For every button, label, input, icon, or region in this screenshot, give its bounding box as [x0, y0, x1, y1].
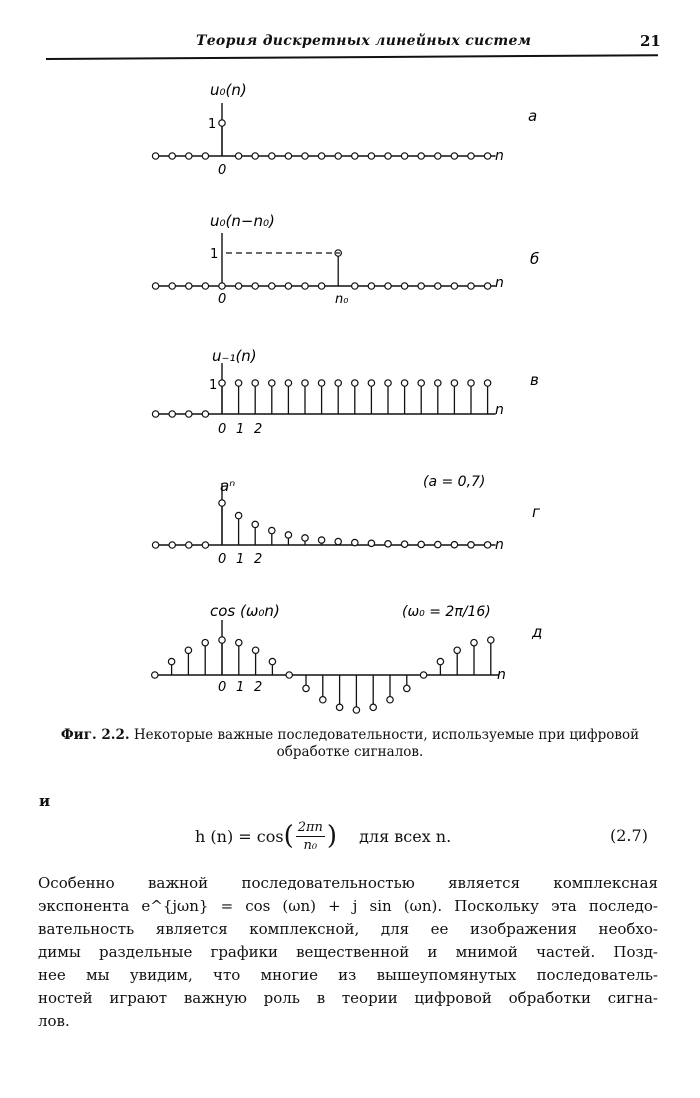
panel-c-sample-marker	[285, 380, 291, 386]
panel-b-sample-marker	[385, 283, 391, 289]
panel-c-sample-marker	[484, 380, 490, 386]
panel-c-sample-marker	[418, 380, 424, 386]
panel-e-sample-marker	[286, 672, 292, 678]
panel-e-sample-marker	[320, 697, 326, 703]
conjunction: и	[39, 792, 51, 810]
panel-c-sample-marker	[335, 380, 341, 386]
panel-b-sample-marker	[202, 283, 208, 289]
panel-b-sample-marker	[435, 283, 441, 289]
panel-d-sample-marker	[435, 541, 441, 547]
panel-a-sample-marker	[435, 153, 441, 159]
panel-a-sample-marker	[269, 153, 275, 159]
fraction-numerator: 2πn	[297, 819, 323, 835]
panel-e-sample-marker	[252, 647, 258, 653]
panel-a-sample-marker	[285, 153, 291, 159]
panel-e-sample-marker	[370, 704, 376, 710]
equation-open-paren: (	[283, 821, 294, 851]
panel-a-stems	[152, 103, 495, 159]
equation-lhs: h (n) = cos	[195, 826, 284, 846]
panel-d-sample-marker	[302, 535, 308, 541]
panel-d-sample-marker	[318, 537, 324, 543]
fraction-denominator: n₀	[303, 837, 318, 853]
panel-a	[152, 81, 537, 178]
panel-e-sample-marker	[219, 637, 225, 643]
panel-c-sample-marker	[468, 380, 474, 386]
panel-b-tick-n0: n₀	[335, 292, 349, 307]
panel-c-tick-1: 1	[236, 422, 245, 437]
panel-b-unit-label: 1	[210, 247, 219, 262]
panel-c-axis-label: n	[495, 402, 504, 418]
panel-e-sample-marker	[454, 647, 460, 653]
panel-d-stems	[152, 483, 495, 548]
panel-c-sample-marker	[318, 380, 324, 386]
panel-a-sample-marker	[368, 153, 374, 159]
panel-a-sample-marker	[451, 153, 457, 159]
panel-d-sample-marker	[285, 532, 291, 538]
panel-c	[152, 347, 539, 437]
panel-a-sample-marker	[302, 153, 308, 159]
panel-c-sample-marker	[186, 411, 192, 417]
panel-c-sample-marker	[252, 380, 258, 386]
panel-c-tick-0: 0	[218, 422, 227, 437]
running-title: Теория дискретных линейных систем	[196, 33, 532, 49]
paragraph-line: Особенно важной последовательностью является комплексная	[38, 874, 658, 892]
panel-d-parameter-label: (a = 0,7)	[423, 474, 486, 490]
panel-d-tick-1: 1	[236, 552, 245, 567]
panel-d-sample-marker	[169, 542, 175, 548]
panel-c-sample-marker	[368, 380, 374, 386]
panel-e-sample-marker	[303, 685, 309, 691]
panel-c-tick-2: 2	[254, 422, 263, 437]
panel-c-stems	[152, 363, 495, 417]
panel-b-function-label: u₀(n−n₀)	[210, 212, 275, 230]
equation-fraction	[296, 820, 325, 853]
panel-d-sample-marker	[335, 538, 341, 544]
panel-b-sample-marker	[152, 283, 158, 289]
panel-e-sample-marker	[336, 704, 342, 710]
panel-d-tick-0: 0	[218, 552, 227, 567]
panel-a-sample-marker	[169, 153, 175, 159]
panel-d-sample-marker	[219, 500, 225, 506]
panel-a-sample-marker	[186, 153, 192, 159]
panel-a-sample-marker	[385, 153, 391, 159]
panel-a-sample-marker	[235, 153, 241, 159]
panel-e-sample-marker	[488, 637, 494, 643]
panel-d-sample-marker	[451, 542, 457, 548]
panel-c-sample-marker	[169, 411, 175, 417]
panel-c-sample-marker	[152, 411, 158, 417]
panel-a-tick-0: 0	[218, 163, 227, 178]
panel-b	[152, 212, 539, 307]
panel-e-sample-marker	[353, 707, 359, 713]
panel-d-sample-marker	[202, 542, 208, 548]
panel-c-sample-marker	[235, 380, 241, 386]
panel-c-sample-marker	[385, 380, 391, 386]
equation-close-paren: )	[326, 821, 338, 851]
panel-e-sample-marker	[202, 639, 208, 645]
panel-e-sample-marker	[152, 672, 158, 678]
panel-d-axis-label: n	[495, 537, 504, 553]
panel-d-sample-marker	[484, 542, 490, 548]
panel-d-sample-marker	[368, 540, 374, 546]
panel-b-sample-marker	[468, 283, 474, 289]
panel-d-sample-marker	[235, 512, 241, 518]
panel-d-letter: г	[532, 503, 540, 521]
panel-e-tick-2: 2	[254, 680, 263, 695]
caption-text: Некоторые важные последовательности, используемые при цифровой обработке сигналов.	[133, 727, 640, 760]
panel-a-axis-label: n	[495, 148, 504, 164]
panel-d-sample-marker	[186, 542, 192, 548]
panel-e-sample-marker	[437, 658, 443, 664]
panel-b-sample-marker	[418, 283, 424, 289]
page-number: 21	[640, 32, 661, 50]
panel-d-tick-2: 2	[254, 552, 263, 567]
equation-condition: для всех n.	[359, 826, 452, 846]
panel-c-letter: в	[530, 371, 539, 389]
panel-c-sample-marker	[269, 380, 275, 386]
panel-b-sample-marker	[252, 283, 258, 289]
panel-e-tick-0: 0	[218, 680, 227, 695]
panel-d-sample-marker	[269, 527, 275, 533]
panel-d-sample-marker	[401, 541, 407, 547]
panel-b-sample-marker	[401, 283, 407, 289]
panel-c-sample-marker	[352, 380, 358, 386]
panel-a-sample-marker	[219, 120, 225, 126]
panel-c-unit-label: 1	[209, 378, 218, 393]
panel-e-function-label: cos (ω₀n)	[210, 602, 280, 620]
panel-b-sample-marker	[451, 283, 457, 289]
panel-e-sample-marker	[471, 639, 477, 645]
panel-a-unit-label: 1	[208, 117, 217, 132]
paragraph-line: ностей играют важную роль в теории цифровой обработки сигна-	[38, 989, 658, 1007]
panel-a-function-label: u₀(n)	[210, 81, 247, 99]
panel-b-sample-marker	[302, 283, 308, 289]
panel-b-sample-marker	[318, 283, 324, 289]
caption-lead: Фиг. 2.2.	[60, 727, 130, 743]
panel-c-sample-marker	[219, 380, 225, 386]
panel-a-sample-marker	[252, 153, 258, 159]
panel-c-sample-marker	[451, 380, 457, 386]
panel-b-sample-marker	[235, 283, 241, 289]
panel-a-sample-marker	[202, 153, 208, 159]
panel-b-sample-marker	[169, 283, 175, 289]
panel-b-axis-label: n	[495, 275, 504, 291]
paragraph-line: лов.	[38, 1012, 70, 1030]
panel-c-sample-marker	[202, 411, 208, 417]
panel-a-sample-marker	[352, 153, 358, 159]
panel-b-sample-marker	[484, 283, 490, 289]
panel-b-sample-marker	[186, 283, 192, 289]
panel-a-sample-marker	[318, 153, 324, 159]
panel-b-letter: б	[530, 250, 540, 268]
panel-c-function-label: u₋₁(n)	[212, 347, 257, 365]
panel-b-sample-marker	[352, 283, 358, 289]
panel-a-sample-marker	[468, 153, 474, 159]
equation-2-7	[195, 816, 451, 856]
panel-d-function-label: aⁿ	[220, 477, 236, 495]
panel-d-sample-marker	[252, 521, 258, 527]
panel-b-sample-marker	[368, 283, 374, 289]
panel-c-sample-marker	[401, 380, 407, 386]
panel-a-sample-marker	[152, 153, 158, 159]
panel-e-letter: д	[532, 623, 543, 641]
panel-e-tick-1: 1	[236, 680, 245, 695]
panel-d-sample-marker	[468, 542, 474, 548]
panel-b-sample-marker	[285, 283, 291, 289]
panel-b-tick-0: 0	[218, 292, 227, 307]
figure-caption	[40, 727, 660, 761]
panel-c-sample-marker	[302, 380, 308, 386]
panel-d-sample-marker	[352, 539, 358, 545]
panel-e-sample-marker	[236, 639, 242, 645]
panel-a-sample-marker	[418, 153, 424, 159]
panel-c-sample-marker	[435, 380, 441, 386]
panel-e-sample-marker	[404, 685, 410, 691]
panel-e-stems	[152, 620, 499, 713]
panel-e-sample-marker	[387, 697, 393, 703]
panel-d-sample-marker	[152, 542, 158, 548]
panel-e-sample-marker	[420, 672, 426, 678]
paragraph-line: нее мы увидим, что многие из вышеупомянутых последователь-	[38, 966, 658, 984]
panel-b-sample-marker	[219, 283, 225, 289]
body-paragraph	[38, 872, 658, 1033]
panel-e-parameter-label: (ω₀ = 2π/16)	[402, 604, 491, 620]
panel-a-sample-marker	[335, 153, 341, 159]
panel-d-sample-marker	[418, 541, 424, 547]
panel-e	[152, 602, 543, 713]
panel-d	[152, 474, 540, 567]
panel-a-sample-marker	[401, 153, 407, 159]
panel-e-sample-marker	[168, 658, 174, 664]
paragraph-line: экспонента e^{jωn} = cos (ωn) + j sin (ωn). Поскольку эта последо-	[38, 897, 658, 915]
panel-e-sample-marker	[269, 658, 275, 664]
equation-number: (2.7)	[610, 826, 648, 845]
panel-a-letter: а	[528, 107, 538, 125]
panel-b-stems	[152, 233, 495, 289]
panel-a-sample-marker	[484, 153, 490, 159]
panel-e-sample-marker	[185, 647, 191, 653]
panel-e-axis-label: n	[497, 667, 506, 683]
panel-b-sample-marker	[269, 283, 275, 289]
paragraph-line: димы раздельные графики вещественной и мнимой частей. Позд-	[38, 943, 658, 961]
panel-d-sample-marker	[385, 541, 391, 547]
paragraph-line: вательность является комплексной, для ее изображения необхо-	[38, 920, 658, 938]
